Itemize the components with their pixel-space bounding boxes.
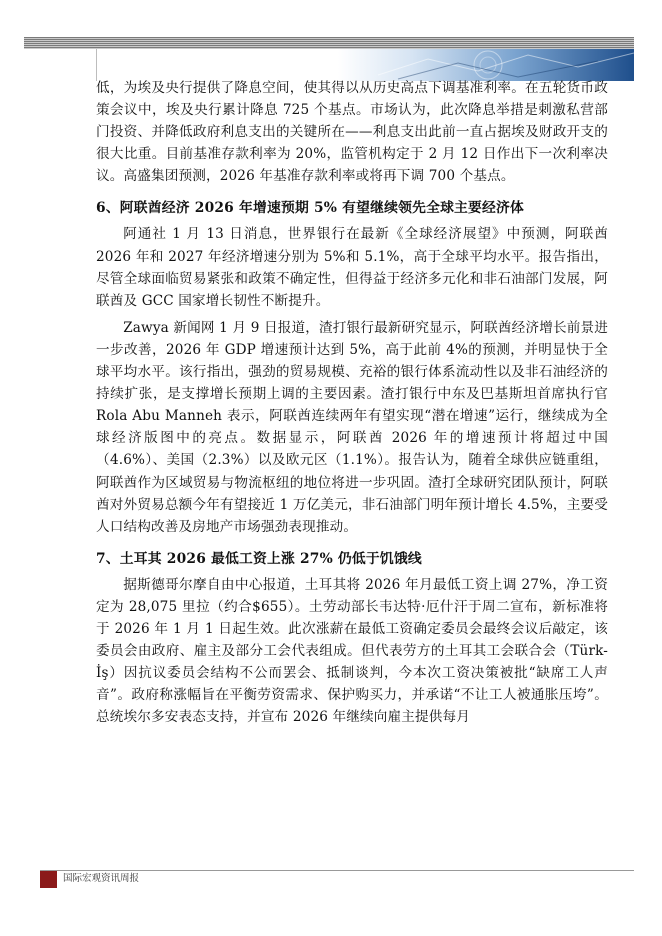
article-body xyxy=(96,77,608,728)
paragraph-egypt-continued: 低，为埃及央行提供了降息空间，使其得以从历史高点下调基准利率。在五轮货币政策会议中，埃及央行累计降息 725 个基点。市场认为，此次降息举措是刺激私营部门投资、并降低政府利息支出的关键所在——利息支出此前一直占据埃及财政开支的很大比重。目前基准存款利率为 20%，监管机构定于 2 月 12 日作出下一次利率决议。高盛集团预测，2026 年基准存款利率或将再下调 700 个基点。 xyxy=(96,80,608,185)
paragraph-uae-worldbank: 阿通社 1 月 13 日消息，世界银行在最新《全球经济展望》中预测，阿联酋 2026 年和 2027 年经济增速分别为 5%和 5.1%，高于全球平均水平。报告指出，尽管全球面临贸易紧张和政策不确定性，但得益于经济多元化和非石油部门发展，阿联酋及 GCC 国家增长韧性不断提升。 xyxy=(96,226,608,309)
section-heading-6: 6、阿联酋经济 2026 年增速预期 5% 有望继续领先全球主要经济体 xyxy=(96,200,525,217)
footer-publication-name: 国际宏观资讯周报 xyxy=(63,873,140,884)
paragraph-uae-standard-chartered: Zawya 新闻网 1 月 9 日报道，渣打银行最新研究显示，阿联酋经济增长前景进一步改善，2026 年 GDP 增速预计达到 5%，高于此前 4%的预测，并明显快于全球平均水平。该行指出，强劲的贸易规模、充裕的银行体系流动性以及非石油经济的持续扩张，是支撑增长预期上调的主要因素。渣打银行中东及巴基斯坦首席执行官 Rola Abu Manneh 表示，阿联酋连续两年有望实现“潜在增速”运行，继续成为全球经济版图中的亮点。数据显示，阿联酋 2026 年的增速预计将超过中国（4.6%）、美国（2.3%）以及欧元区（1.1%）。报告认为，随着全球供应链重组，阿联酋作为区域贸易与物流枢纽的地位将进一步巩固。渣打全球研究团队预计，阿联酋对外贸易总额今年有望接近 1 万亿美元，非石油部门明年预计增长 4.5%，主要受人口结构改善及房地产市场强劲表现推动。 xyxy=(96,319,608,535)
paragraph-turkey-minimum-wage: 据斯德哥尔摩自由中心报道，土耳其将 2026 年月最低工资上调 27%，净工资定为 28,075 里拉（约合$655）。土劳动部长韦达特·厄什汗于周二宣布，新标准将于 2026 年 1 月 1 日起生效。此次涨薪在最低工资确定委员会最终会议后敲定，该委员会由政府、雇主及部分工会代表组成。但代表劳方的土耳其工会联合会（Türk-İş）因抗议委员会结构不公而罢会、抵制谈判，今本次工资决策被批“缺席工人声音”。政府称涨幅旨在平衡劳资需求、保护购买力，并承诺“不让工人被通胀压垮”。总统埃尔多安表态支持，并宣布 2026 年继续向雇主提供每月 xyxy=(96,576,608,726)
section-heading-7: 7、土耳其 2026 最低工资上涨 27% 仍低于饥饿线 xyxy=(96,550,422,567)
footer-rule xyxy=(40,870,634,871)
header-stripe-bar xyxy=(24,37,634,49)
footer-accent-square xyxy=(40,871,57,888)
